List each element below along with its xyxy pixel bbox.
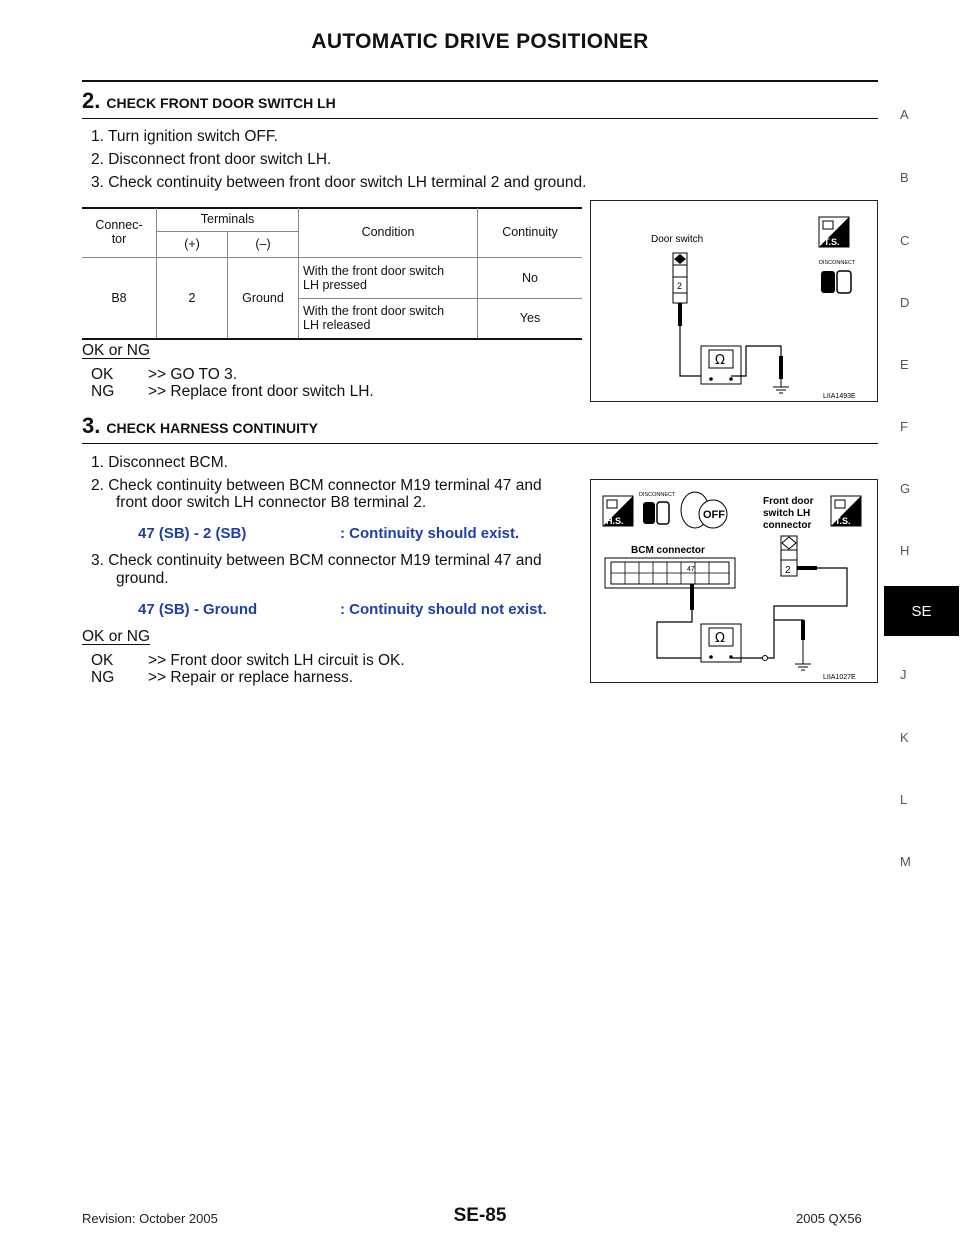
- fd-terminal: 2: [785, 565, 791, 576]
- side-index-k[interactable]: K: [900, 730, 909, 745]
- spec1-result: : Continuity should exist.: [340, 525, 520, 542]
- figure2-id: LIIA1027E: [823, 674, 856, 681]
- harness-continuity-figure: [590, 479, 878, 683]
- side-index-m[interactable]: M: [900, 854, 911, 869]
- table-bottom-rule: [82, 338, 582, 340]
- cell-condition-pressed: With the front door switch LH pressed: [299, 257, 478, 298]
- door-switch-label: Door switch: [651, 234, 704, 245]
- step3-ok-text: >> Front door switch LH circuit is OK.: [148, 652, 405, 669]
- fd-label-3: connector: [763, 520, 812, 531]
- svg-text:H.S.: H.S.: [606, 516, 624, 526]
- door-switch-terminal: 2: [677, 281, 683, 291]
- footer-revision: Revision: October 2005: [82, 1211, 218, 1226]
- step3-item-2a: 2. Check continuity between BCM connector M19 terminal 47 and: [91, 477, 542, 494]
- ground-icon: [773, 379, 789, 393]
- svg-text:T.S.: T.S.: [824, 237, 840, 247]
- footer-model: 2005 QX56: [796, 1211, 862, 1226]
- figure1-id: LIIA1493E: [823, 393, 856, 400]
- spec2-terminals: 47 (SB) - Ground: [138, 601, 258, 618]
- step2-rule: [82, 118, 878, 119]
- cell-condition-released: With the front door switch LH released: [299, 298, 478, 338]
- step2-heading: [82, 88, 336, 114]
- spec1-terminals: 47 (SB) - 2 (SB): [138, 525, 247, 542]
- side-index-j[interactable]: J: [900, 667, 907, 682]
- front-door-connector: [781, 536, 797, 576]
- side-index-a[interactable]: A: [900, 107, 909, 122]
- cell-minus: Ground: [228, 257, 299, 338]
- step3-rule: [82, 443, 878, 444]
- cell-connector: B8: [82, 257, 157, 338]
- door-switch-figure: [590, 200, 878, 402]
- fd-label-2: switch LH: [763, 508, 811, 519]
- page-number: SE-85: [453, 1205, 507, 1226]
- step2-item-2: 2. Disconnect front door switch LH.: [91, 151, 332, 168]
- step3-item-3b: ground.: [116, 570, 169, 587]
- step3-ng-text: >> Repair or replace harness.: [148, 669, 354, 686]
- disconnect-icon: [639, 492, 676, 524]
- side-index-g[interactable]: G: [900, 481, 911, 496]
- ignition-off-icon: [681, 492, 727, 528]
- side-index-b[interactable]: B: [900, 170, 909, 185]
- ts-icon: [819, 217, 849, 247]
- step2-item-3: 3. Check continuity between front door switch LH terminal 2 and ground.: [91, 174, 587, 191]
- header-rule: [82, 80, 878, 82]
- th-continuity: Continuity: [478, 208, 583, 257]
- step3-item-2b: front door switch LH connector B8 terminal 2.: [116, 494, 427, 511]
- th-terminals: Terminals: [157, 208, 299, 231]
- door-switch-diagram: [591, 201, 877, 401]
- step2-ng-label: NG: [91, 383, 115, 400]
- step2-ok-text: >> GO TO 3.: [148, 366, 238, 383]
- step3-okng: OK or NG: [82, 628, 151, 645]
- door-switch-connector: [673, 253, 687, 303]
- step2-okng: OK or NG: [82, 342, 151, 359]
- side-index-l[interactable]: L: [900, 792, 908, 807]
- side-index-e[interactable]: E: [900, 357, 909, 372]
- step2-ng-text: >> Replace front door switch LH.: [148, 383, 374, 400]
- step2-item-1: 1. Turn ignition switch OFF.: [91, 128, 278, 145]
- side-index-d[interactable]: D: [900, 295, 910, 310]
- th-condition: Condition: [299, 208, 478, 257]
- cell-continuity-pressed: No: [478, 257, 583, 298]
- step3-ng-label: NG: [91, 669, 115, 686]
- bcm-label: BCM connector: [631, 545, 705, 556]
- side-index-h[interactable]: H: [900, 543, 910, 558]
- step2-number: 2.: [82, 88, 101, 113]
- ground-icon: [795, 640, 811, 670]
- side-index-se-active[interactable]: SE: [884, 586, 959, 636]
- ohmmeter-icon: Ω: [715, 631, 725, 646]
- ohmmeter-icon: Ω: [715, 353, 725, 368]
- harness-continuity-diagram: [591, 480, 877, 682]
- th-connector: Connec- tor: [82, 208, 157, 257]
- step2-ok-label: OK: [91, 366, 114, 383]
- step2-title: CHECK FRONT DOOR SWITCH LH: [106, 95, 336, 111]
- fd-label-1: Front door: [763, 496, 814, 507]
- bcm-terminal: 47: [687, 566, 695, 573]
- step3-heading: [82, 413, 318, 439]
- svg-text:OFF: OFF: [703, 509, 725, 521]
- th-minus: (–): [228, 231, 299, 257]
- th-plus: (+): [157, 231, 228, 257]
- step3-title: CHECK HARNESS CONTINUITY: [106, 420, 318, 436]
- svg-text:DISCONNECT: DISCONNECT: [639, 492, 676, 498]
- ts-icon: [831, 496, 861, 526]
- continuity-table: [82, 208, 582, 339]
- disconnect-icon: [819, 260, 856, 293]
- step3-number: 3.: [82, 413, 101, 438]
- page-title: AUTOMATIC DRIVE POSITIONER: [311, 30, 649, 53]
- svg-text:T.S.: T.S.: [835, 516, 851, 526]
- side-index-c[interactable]: C: [900, 233, 910, 248]
- cell-continuity-released: Yes: [478, 298, 583, 338]
- svg-text:DISCONNECT: DISCONNECT: [819, 260, 856, 266]
- cell-plus: 2: [157, 257, 228, 338]
- hs-icon: [603, 496, 633, 526]
- step3-item-1: 1. Disconnect BCM.: [91, 454, 228, 471]
- step3-ok-label: OK: [91, 652, 114, 669]
- spec2-result: : Continuity should not exist.: [340, 601, 547, 618]
- step3-item-3a: 3. Check continuity between BCM connector M19 terminal 47 and: [91, 552, 542, 569]
- bcm-connector: [605, 558, 735, 588]
- side-index-f[interactable]: F: [900, 419, 908, 434]
